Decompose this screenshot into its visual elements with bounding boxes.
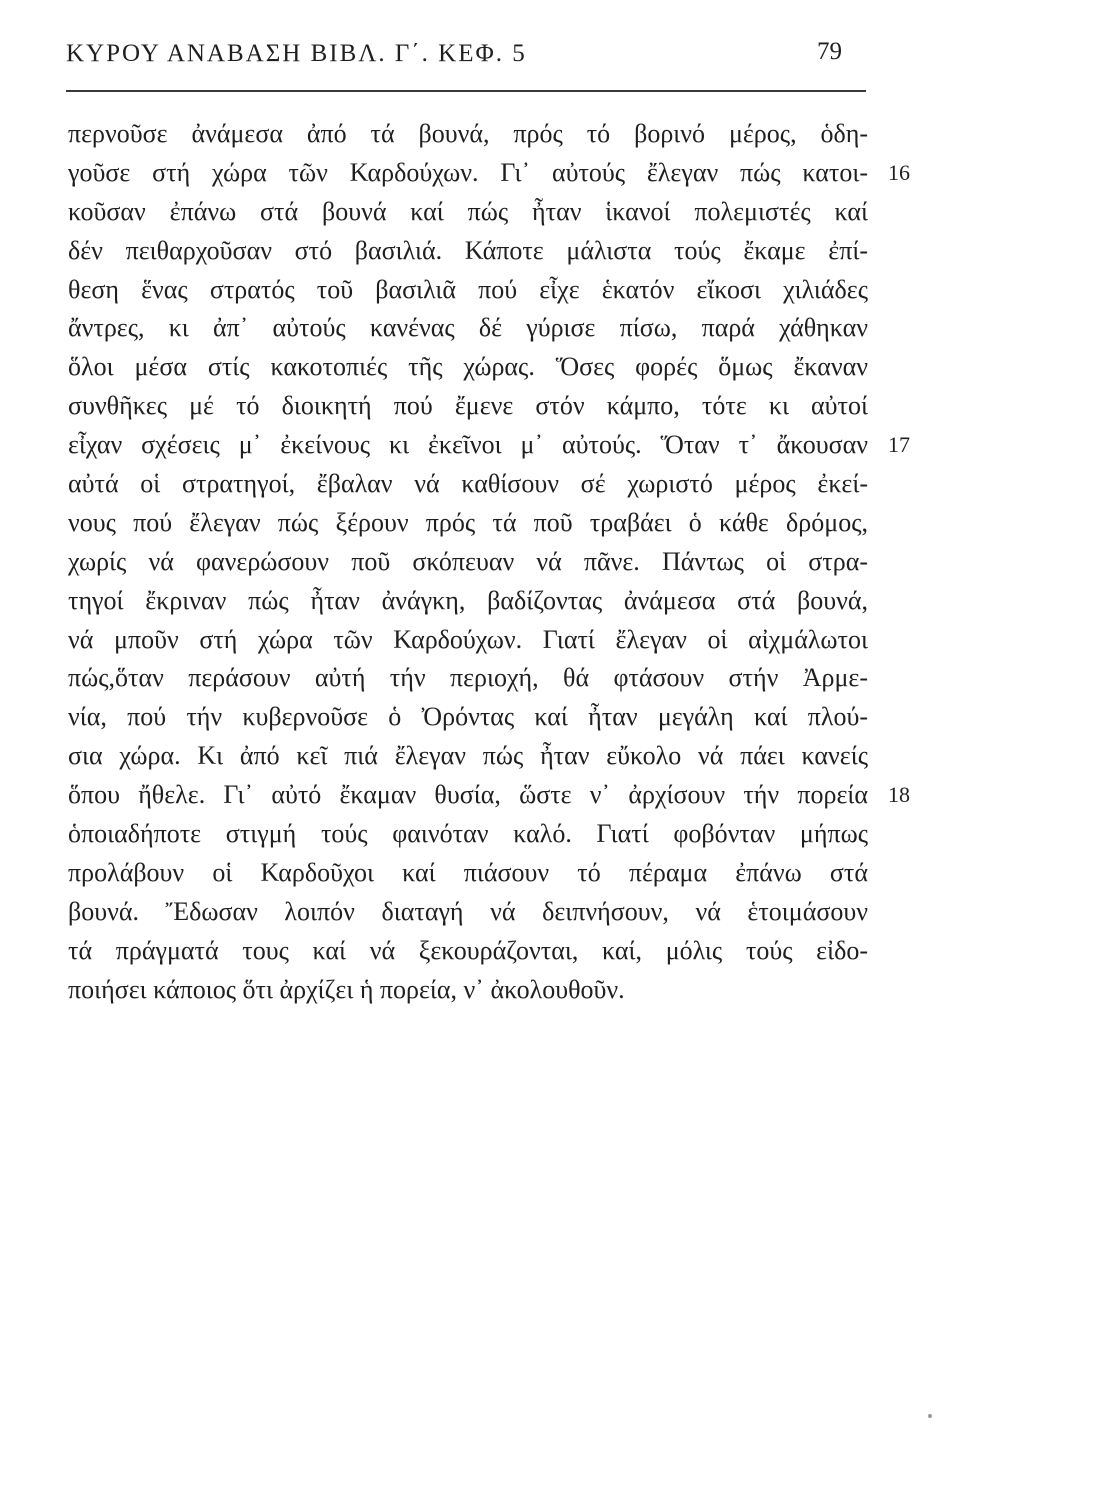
text-line xyxy=(68,893,868,932)
running-head: ΚΥΡΟΥ ΑΝΑΒΑΣΗ ΒΙΒΛ. Γ΄. ΚΕΦ. 5 xyxy=(66,40,527,67)
text-line xyxy=(68,932,868,971)
line-text: συνθῆκες μέ τό διοικητή πού ἔμενε στόν κάμπο, τότε κι αὐτοί xyxy=(68,391,868,421)
line-text: περνοῦσε ἀνάμεσα ἀπό τά βουνά, πρός τό βορινό μέρος, ὁδη- xyxy=(68,119,868,148)
line-text: ποιήσει κάποιος ὅτι ἀρχίζει ἡ πορεία, ν᾿ ἀκολουθοῦν. xyxy=(68,974,625,1004)
text-line xyxy=(68,154,910,193)
text-line xyxy=(68,465,868,504)
section-number: 16 xyxy=(888,159,910,185)
text-line xyxy=(68,971,868,1010)
line-text: νά μποῦν στή χώρα τῶν Καρδούχων. Γιατί ἔλεγαν οἱ αἰχμάλωτοι xyxy=(68,624,868,654)
text-line xyxy=(68,348,868,387)
line-text: δέν πειθαρχοῦσαν στό βασιλιά. Κάποτε μάλιστα τούς ἔκαμε ἐπί- xyxy=(68,235,868,265)
text-line xyxy=(68,193,868,232)
text-line xyxy=(68,776,910,815)
line-text: γοῦσε στή χώρα τῶν Καρδούχων. Γι᾿ αὐτούς ἔλεγαν πώς κατοι- xyxy=(68,157,868,187)
line-text: βουνά. Ἔδωσαν λοιπόν διαταγή νά δειπνήσουν, νά ἑτοιμάσουν xyxy=(68,896,868,926)
line-text: πώς,ὅταν περάσουν αὐτή τήν περιοχή, θά φτάσουν στήν Ἀρμε- xyxy=(68,663,868,693)
section-number: 18 xyxy=(888,782,910,808)
line-text: νους πού ἔλεγαν πώς ξέρουν πρός τά ποῦ τραβάει ὁ κάθε δρόμος, xyxy=(68,507,868,537)
text-line xyxy=(68,115,868,154)
text-line xyxy=(68,815,868,854)
text-line xyxy=(68,387,868,426)
text-line xyxy=(68,659,868,698)
line-text: ὁποιαδήποτε στιγμή τούς φαινόταν καλό. Γιατί φοβόνταν μήπως xyxy=(68,819,868,849)
line-text: σια χώρα. Κι ἀπό κεῖ πιά ἔλεγαν πώς ἦταν εὔκολο νά πάει κανείς xyxy=(68,741,868,771)
line-text: ὅλοι μέσα στίς κακοτοπιές τῆς χώρας. Ὅσες φορές ὅμως ἔκαναν xyxy=(68,352,868,382)
body-text xyxy=(68,115,910,1009)
text-line xyxy=(68,698,868,737)
line-text: χωρίς νά φανερώσουν ποῦ σκόπευαν νά πᾶνε. Πάντως οἱ στρα- xyxy=(68,546,868,576)
line-text: αὐτά οἱ στρατηγοί, ἔβαλαν νά καθίσουν σέ χωριστό μέρος ἐκεί- xyxy=(68,469,868,499)
line-text: κοῦσαν ἐπάνω στά βουνά καί πώς ἦταν ἱκανοί πολεμιστές καί xyxy=(68,196,868,226)
line-text: θεση ἕνας στρατός τοῦ βασιλιᾶ πού εἶχε ἑκατόν εἴκοσι χιλιάδες xyxy=(68,274,868,304)
text-line xyxy=(68,543,868,582)
page-number: 79 xyxy=(817,38,842,65)
line-text: προλάβουν οἱ Καρδοῦχοι καί πιάσουν τό πέραμα ἐπάνω στά xyxy=(68,857,868,887)
header-rule xyxy=(66,90,866,92)
page-header xyxy=(66,40,866,86)
text-line xyxy=(68,271,868,310)
text-line xyxy=(68,232,868,271)
text-line xyxy=(68,582,868,621)
line-text: εἶχαν σχέσεις μ᾿ ἐκείνους κι ἐκεῖνοι μ᾿ αὐτούς. Ὅταν τ᾿ ἄκουσαν xyxy=(68,430,868,460)
text-line xyxy=(68,426,910,465)
line-text: τηγοί ἔκριναν πώς ἦταν ἀνάγκη, βαδίζοντας ἀνάμεσα στά βουνά, xyxy=(68,585,868,615)
text-line xyxy=(68,737,868,776)
line-text: τά πράγματά τους καί νά ξεκουράζονται, καί, μόλις τούς εἰδο- xyxy=(68,935,868,965)
section-number: 17 xyxy=(888,432,910,458)
text-line xyxy=(68,621,868,660)
text-line xyxy=(68,309,868,348)
scan-speck xyxy=(928,1414,932,1418)
text-line xyxy=(68,504,868,543)
line-text: ὅπου ἤθελε. Γι᾿ αὐτό ἔκαμαν θυσία, ὥστε ν᾿ ἀρχίσουν τήν πορεία xyxy=(68,780,868,810)
line-text: ἄντρες, κι ἀπ᾿ αὐτούς κανένας δέ γύρισε πίσω, παρά χάθηκαν xyxy=(68,313,868,343)
line-text: νία, πού τήν κυβερνοῦσε ὁ Ὀρόντας καί ἦταν μεγάλη καί πλού- xyxy=(68,702,868,732)
text-line xyxy=(68,854,868,893)
